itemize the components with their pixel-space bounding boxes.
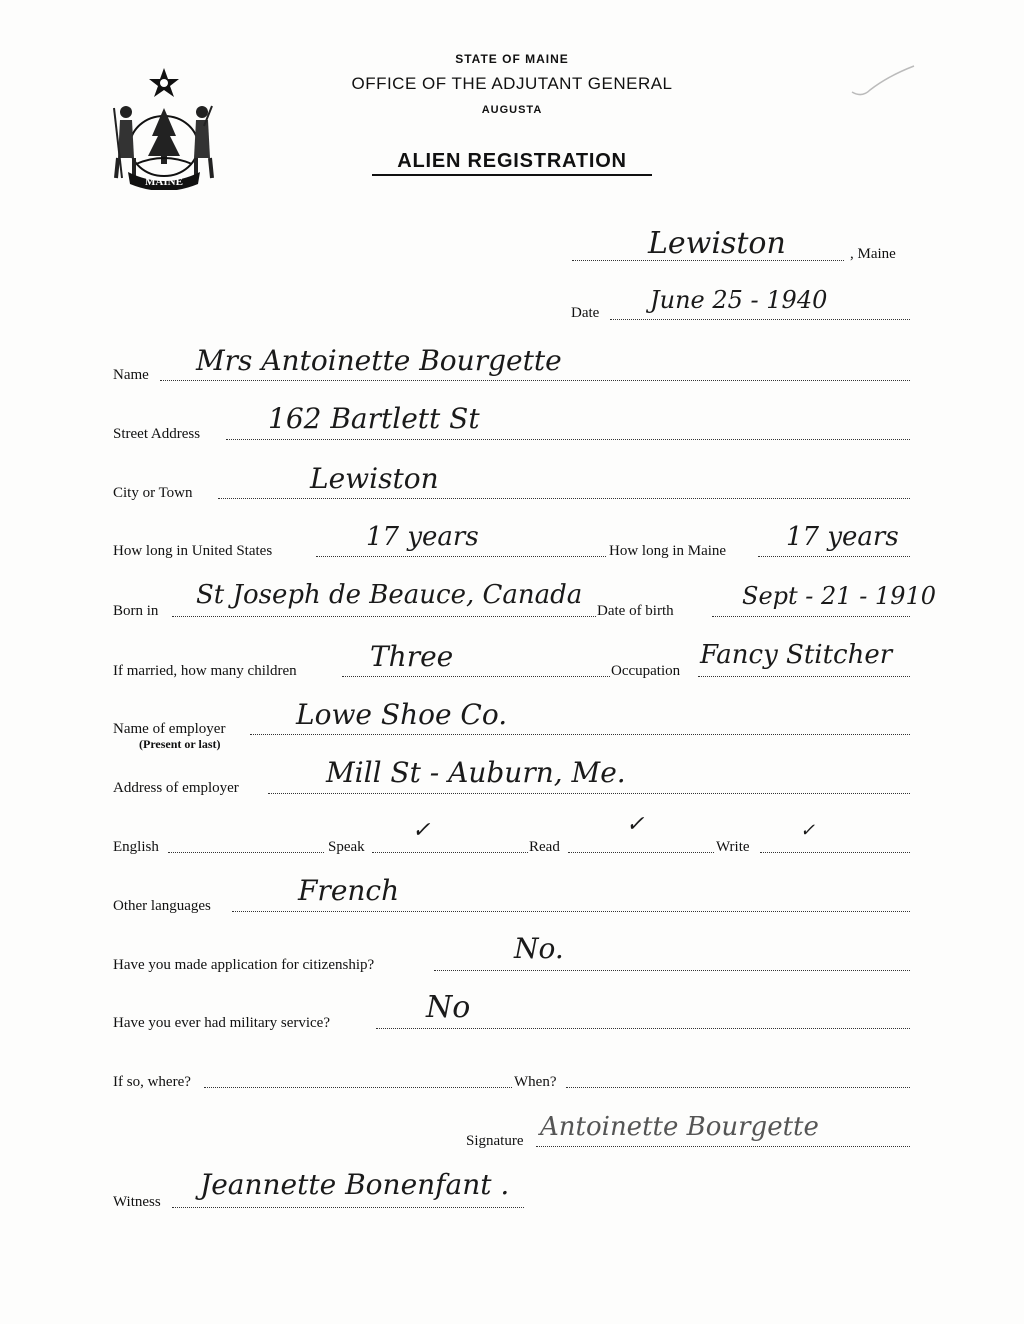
street-label: Street Address — [113, 426, 201, 442]
employer-label: Name of employer — [113, 721, 226, 737]
speak-label: Speak — [328, 839, 365, 855]
military-line — [376, 1028, 910, 1029]
if-so-where-line — [204, 1087, 512, 1088]
citizenship-line — [434, 970, 910, 971]
occupation-value: Fancy Stitcher — [700, 640, 893, 670]
how-long-maine-value: 17 years — [786, 522, 899, 552]
maine-label: , Maine — [850, 246, 896, 262]
city-town-value: Lewiston — [310, 462, 439, 495]
name-value: Mrs Antoinette Bourgette — [196, 344, 562, 377]
military-value: No — [426, 990, 471, 1025]
witness-value: Jeannette Bonenfant . — [200, 1168, 510, 1201]
employer-value: Lowe Shoe Co. — [296, 698, 508, 731]
military-label: Have you ever had military service? — [113, 1015, 330, 1031]
date-value: June 25 - 1940 — [650, 286, 828, 314]
how-long-maine-label: How long in Maine — [609, 543, 727, 559]
when-label: When? — [514, 1074, 557, 1090]
date-of-birth-label: Date of birth — [597, 603, 674, 619]
other-languages-line — [232, 911, 910, 912]
header-city: AUGUSTA — [481, 104, 543, 116]
read-line — [568, 852, 714, 853]
occupation-label: Occupation — [611, 663, 681, 679]
speak-line — [372, 852, 528, 853]
date-label: Date — [571, 305, 600, 321]
date-of-birth-value: Sept - 21 - 1910 — [742, 582, 937, 610]
name-label: Name — [113, 367, 149, 383]
children-label: If married, how many children — [113, 663, 297, 679]
form-title: ALIEN REGISTRATION — [372, 150, 652, 176]
street-line — [226, 439, 910, 440]
signature-value: Antoinette Bourgette — [540, 1112, 819, 1142]
born-in-label: Born in — [113, 603, 159, 619]
signature-label: Signature — [466, 1133, 524, 1149]
children-value: Three — [370, 640, 454, 673]
children-line — [342, 676, 610, 677]
citizenship-label: Have you made application for citizenship? — [113, 957, 375, 973]
city-town-line — [218, 498, 910, 499]
speak-value: ✓ — [412, 818, 431, 843]
how-long-maine-line — [758, 556, 910, 557]
date-line — [610, 319, 910, 320]
if-so-where-label: If so, where? — [113, 1074, 191, 1090]
how-long-us-line — [316, 556, 606, 557]
english-label: English — [113, 839, 159, 855]
employer-address-label: Address of employer — [113, 780, 239, 796]
witness-line — [172, 1207, 524, 1208]
town-value: Lewiston — [648, 226, 786, 261]
seal-banner-text: MAINE — [145, 176, 183, 188]
employer-address-value: Mill St - Auburn, Me. — [326, 756, 626, 789]
how-long-us-label: How long in United States — [113, 543, 273, 559]
when-line — [566, 1087, 910, 1088]
write-label: Write — [716, 839, 750, 855]
english-line — [168, 852, 324, 853]
name-line — [160, 380, 910, 381]
write-line — [760, 852, 910, 853]
read-label: Read — [529, 839, 560, 855]
employer-address-line — [268, 793, 910, 794]
date-of-birth-line — [712, 616, 910, 617]
city-town-label: City or Town — [113, 485, 193, 501]
occupation-line — [698, 676, 910, 677]
employer-sublabel: (Present or last) — [139, 737, 221, 751]
street-value: 162 Bartlett St — [268, 402, 480, 435]
other-languages-label: Other languages — [113, 898, 211, 914]
other-languages-value: French — [298, 874, 400, 907]
header-state: STATE OF MAINE — [455, 52, 569, 66]
read-value: ✓ — [626, 812, 645, 837]
employer-line — [250, 734, 910, 735]
born-in-value: St Joseph de Beauce, Canada — [196, 580, 583, 610]
citizenship-value: No. — [514, 932, 564, 965]
witness-label: Witness — [113, 1194, 161, 1210]
how-long-us-value: 17 years — [366, 522, 479, 552]
signature-line — [536, 1146, 910, 1147]
write-value: ✓ — [800, 820, 816, 841]
born-in-line — [172, 616, 596, 617]
header-office: OFFICE OF THE ADJUTANT GENERAL — [351, 74, 673, 93]
